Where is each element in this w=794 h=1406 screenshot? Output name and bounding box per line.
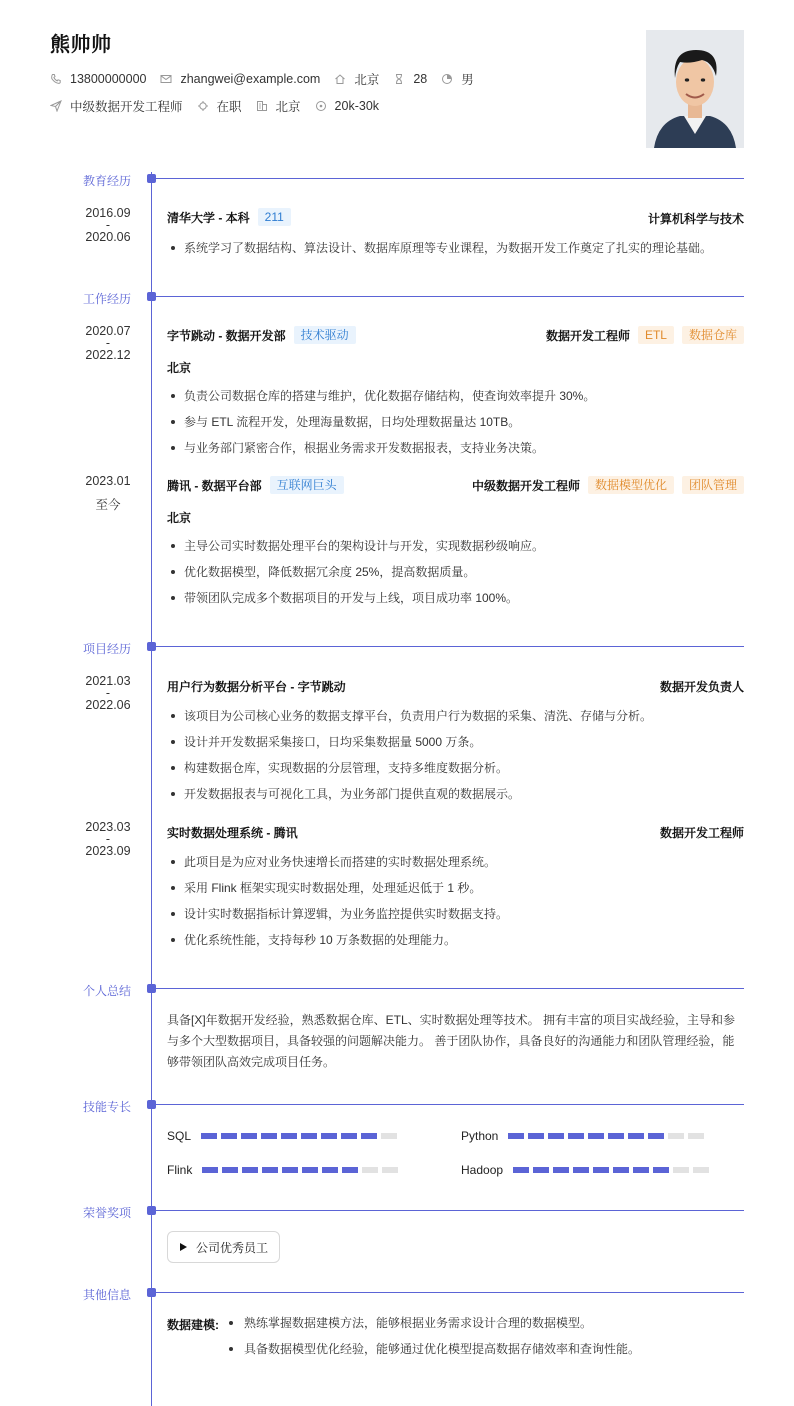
skill-bar-segment (688, 1133, 704, 1139)
status-text: 在职 (216, 100, 242, 114)
section-marker (147, 1100, 156, 1109)
work-location: 北京 (167, 361, 192, 375)
skill-name: SQL (167, 1129, 192, 1143)
skill-bar-segment (568, 1133, 584, 1139)
skill-bar-segment (613, 1167, 629, 1173)
section-marker (147, 292, 156, 301)
list-item: 参与 ETL 流程开发，处理海量数据，日均处理数据量达 10TB。 (167, 415, 747, 441)
award-button[interactable] (167, 1231, 280, 1263)
skill-bar-segment (548, 1133, 564, 1139)
skill-bar-segment (513, 1167, 529, 1173)
building-icon (256, 100, 268, 112)
list-item: 该项目为公司核心业务的数据支撑平台，负责用户行为数据的采集、清洗、存储与分析。 (167, 709, 747, 735)
other-bullets (227, 1316, 747, 1368)
list-item: 优化系统性能，支持每秒 10 万条数据的处理能力。 (167, 933, 747, 959)
skill-bar-segment (262, 1167, 278, 1173)
list-item: 构建数据仓库，实现数据的分层管理，支持多维度数据分析。 (167, 761, 747, 787)
list-item: 优化数据模型，降低数据冗余度 25%，提高数据质量。 (167, 565, 747, 591)
project-title: 实时数据处理系统 - 腾讯 (167, 826, 298, 840)
gender-text: 男 (461, 73, 474, 87)
section-marker (147, 984, 156, 993)
section-title-awards: 荣誉奖项 (83, 1206, 132, 1220)
section-title-summary: 个人总结 (83, 984, 132, 998)
list-item: 主导公司实时数据处理平台的架构设计与开发，实现数据秒级响应。 (167, 539, 747, 565)
section-marker (147, 642, 156, 651)
skill-bar-segment (261, 1133, 277, 1139)
date-range: 2021.03 - 2022.06 (85, 674, 131, 712)
skill-bar-segment (222, 1167, 238, 1173)
position-info (50, 97, 183, 115)
play-icon (180, 1243, 187, 1251)
project-role: 数据开发负责人 (659, 680, 744, 694)
role-tag: ETL (638, 326, 674, 344)
skill-bar-segment (593, 1167, 609, 1173)
section-divider (156, 1104, 744, 1105)
resume-header (50, 28, 744, 148)
age-text: 28 (413, 72, 428, 86)
skill-item (167, 1163, 402, 1177)
skill-bar-segment (241, 1133, 257, 1139)
skill-bar-segment (201, 1133, 217, 1139)
section-marker (147, 1288, 156, 1297)
work-company: 字节跳动 - 数据开发部 技术驱动 (167, 326, 356, 344)
skill-bar-segment (533, 1167, 549, 1173)
company-tag: 互联网巨头 (270, 476, 344, 494)
mail-icon (160, 73, 172, 85)
status-info (197, 97, 242, 115)
skill-bar-segment (221, 1133, 237, 1139)
section-title-education: 教育经历 (83, 174, 132, 188)
target-city-text: 北京 (275, 100, 301, 114)
phone-info (50, 72, 146, 86)
list-item: 具备数据模型优化经验，能够通过优化模型提高数据存储效率和查询性能。 (227, 1342, 747, 1368)
summary-text: 具备[X]年数据开发经验，熟悉数据仓库、ETL、实时数据处理等技术。 拥有丰富的项目实战经验，主导和参与多个大型数据项目，具备较强的问题解决能力。 善于团队协作，具备良好的沟通能力和团队管理经验，能够带领团队高效完成项目任务。 (167, 1013, 736, 1069)
age-info (393, 72, 427, 86)
avatar (646, 30, 744, 148)
avatar-photo (646, 30, 744, 148)
section-title-projects: 项目经历 (83, 642, 132, 656)
skill-bar-segment (508, 1133, 524, 1139)
skill-bar-segment (242, 1167, 258, 1173)
salary-info (315, 99, 379, 113)
timeline-line (151, 172, 152, 1406)
skill-bar-segment (322, 1167, 338, 1173)
list-item: 设计并开发数据采集接口，日均采集数据量 5000 万条。 (167, 735, 747, 761)
skill-name: Flink (167, 1163, 193, 1177)
skill-bar-segment (361, 1133, 377, 1139)
skill-bar-segment (653, 1167, 669, 1173)
list-item: 带领团队完成多个数据项目的开发与上线，项目成功率 100%。 (167, 591, 747, 617)
skill-bar-segment (693, 1167, 709, 1173)
coin-icon (315, 100, 327, 112)
other-label: 数据建模: (167, 1318, 219, 1332)
date-range: 2016.09 - 2020.06 (85, 206, 131, 244)
skill-item (461, 1163, 713, 1177)
list-item: 熟练掌握数据建模方法，能够根据业务需求设计合理的数据模型。 (227, 1316, 747, 1342)
date-range: 2023.01 至今 (85, 474, 131, 512)
phone-text: 13800000000 (70, 72, 147, 86)
skill-bar-segment (202, 1167, 218, 1173)
education-major: 计算机科学与技术 (647, 212, 744, 226)
skill-bar-segment (553, 1167, 569, 1173)
gear-icon (197, 100, 209, 112)
date-range: 2020.07 - 2022.12 (85, 324, 131, 362)
skill-bar-segment (382, 1167, 398, 1173)
send-icon (50, 100, 62, 112)
skill-bar-segment (673, 1167, 689, 1173)
candidate-name: 熊帅帅 (50, 34, 112, 56)
skill-bar-segment (282, 1167, 298, 1173)
work-bullets (167, 539, 747, 617)
job-intent-row (50, 97, 393, 115)
contact-row (50, 70, 488, 88)
phone-icon (50, 73, 62, 85)
list-item: 采用 Flink 框架实现实时数据处理，处理延迟低于 1 秒。 (167, 881, 747, 907)
work-company: 腾讯 - 数据平台部 互联网巨头 (167, 476, 344, 494)
award-label: 公司优秀员工 (196, 1240, 269, 1255)
skill-bar-segment (633, 1167, 649, 1173)
salary-text: 20k-30k (334, 99, 380, 113)
skill-bar-segment (362, 1167, 378, 1173)
skill-bar-segment (588, 1133, 604, 1139)
education-school: 清华大学 - 本科 211 (167, 208, 291, 226)
project-bullets (167, 855, 747, 959)
skill-item (461, 1129, 708, 1143)
skill-name: Python (461, 1129, 499, 1143)
section-divider (156, 296, 744, 297)
skill-name: Hadoop (461, 1163, 504, 1177)
project-bullets (167, 709, 747, 813)
section-title-work: 工作经历 (83, 292, 132, 306)
skill-bar-segment (628, 1133, 644, 1139)
list-item: 此项目是为应对业务快速增长而搭建的实时数据处理系统。 (167, 855, 747, 881)
work-role: 数据开发工程师 ETL 数据仓库 (546, 326, 744, 344)
skill-bar-segment (528, 1133, 544, 1139)
work-role: 中级数据开发工程师 数据模型优化 团队管理 (472, 476, 744, 494)
skill-bar-segment (668, 1133, 684, 1139)
section-divider (156, 646, 744, 647)
list-item: 开发数据报表与可视化工具，为业务部门提供直观的数据展示。 (167, 787, 747, 813)
skill-bar-segment (608, 1133, 624, 1139)
section-divider (156, 1292, 744, 1293)
skill-level-bar (201, 1133, 401, 1139)
skill-bar-segment (381, 1133, 397, 1139)
target-city-info (256, 97, 301, 115)
section-marker (147, 1206, 156, 1215)
skill-bar-segment (301, 1133, 317, 1139)
skill-bar-segment (341, 1133, 357, 1139)
gender-info (441, 70, 474, 88)
skill-bar-segment (342, 1167, 358, 1173)
skill-bar-segment (281, 1133, 297, 1139)
position-text: 中级数据开发工程师 (70, 100, 183, 114)
list-item: 系统学习了数据结构、算法设计、数据库原理等专业课程，为数据开发工作奠定了扎实的理论基础。 (167, 241, 747, 267)
section-divider (156, 178, 744, 179)
skill-level-bar (508, 1133, 708, 1139)
skill-bar-segment (302, 1167, 318, 1173)
email-text: zhangwei@example.com (180, 72, 321, 86)
role-tag: 数据仓库 (682, 326, 744, 344)
hourglass-icon (393, 73, 405, 85)
project-title: 用户行为数据分析平台 - 字节跳动 (167, 680, 346, 694)
list-item: 与业务部门紧密合作，根据业务需求开发数据报表，支持业务决策。 (167, 441, 747, 467)
skill-level-bar (202, 1167, 402, 1173)
work-bullets (167, 389, 747, 467)
city-text: 北京 (354, 73, 380, 87)
gender-icon (441, 73, 453, 85)
section-divider (156, 988, 744, 989)
role-tag: 数据模型优化 (588, 476, 674, 494)
skill-bar-segment (648, 1133, 664, 1139)
school-tag: 211 (258, 208, 291, 226)
work-location: 北京 (167, 511, 192, 525)
role-tag: 团队管理 (682, 476, 744, 494)
skill-level-bar (513, 1167, 713, 1173)
company-tag: 技术驱动 (294, 326, 356, 344)
education-bullets (167, 241, 747, 267)
section-title-other: 其他信息 (83, 1288, 132, 1302)
home-icon (334, 73, 346, 85)
email-info (160, 72, 320, 86)
city-info (334, 70, 379, 88)
skill-bar-segment (573, 1167, 589, 1173)
section-title-skills: 技能专长 (83, 1100, 132, 1114)
list-item: 设计实时数据指标计算逻辑，为业务监控提供实时数据支持。 (167, 907, 747, 933)
skill-item (167, 1129, 401, 1143)
project-role: 数据开发工程师 (659, 826, 744, 840)
section-divider (156, 1210, 744, 1211)
date-range: 2023.03 - 2023.09 (85, 820, 131, 858)
list-item: 负责公司数据仓库的搭建与维护，优化数据存储结构，使查询效率提升 30%。 (167, 389, 747, 415)
skill-bar-segment (321, 1133, 337, 1139)
section-marker (147, 174, 156, 183)
